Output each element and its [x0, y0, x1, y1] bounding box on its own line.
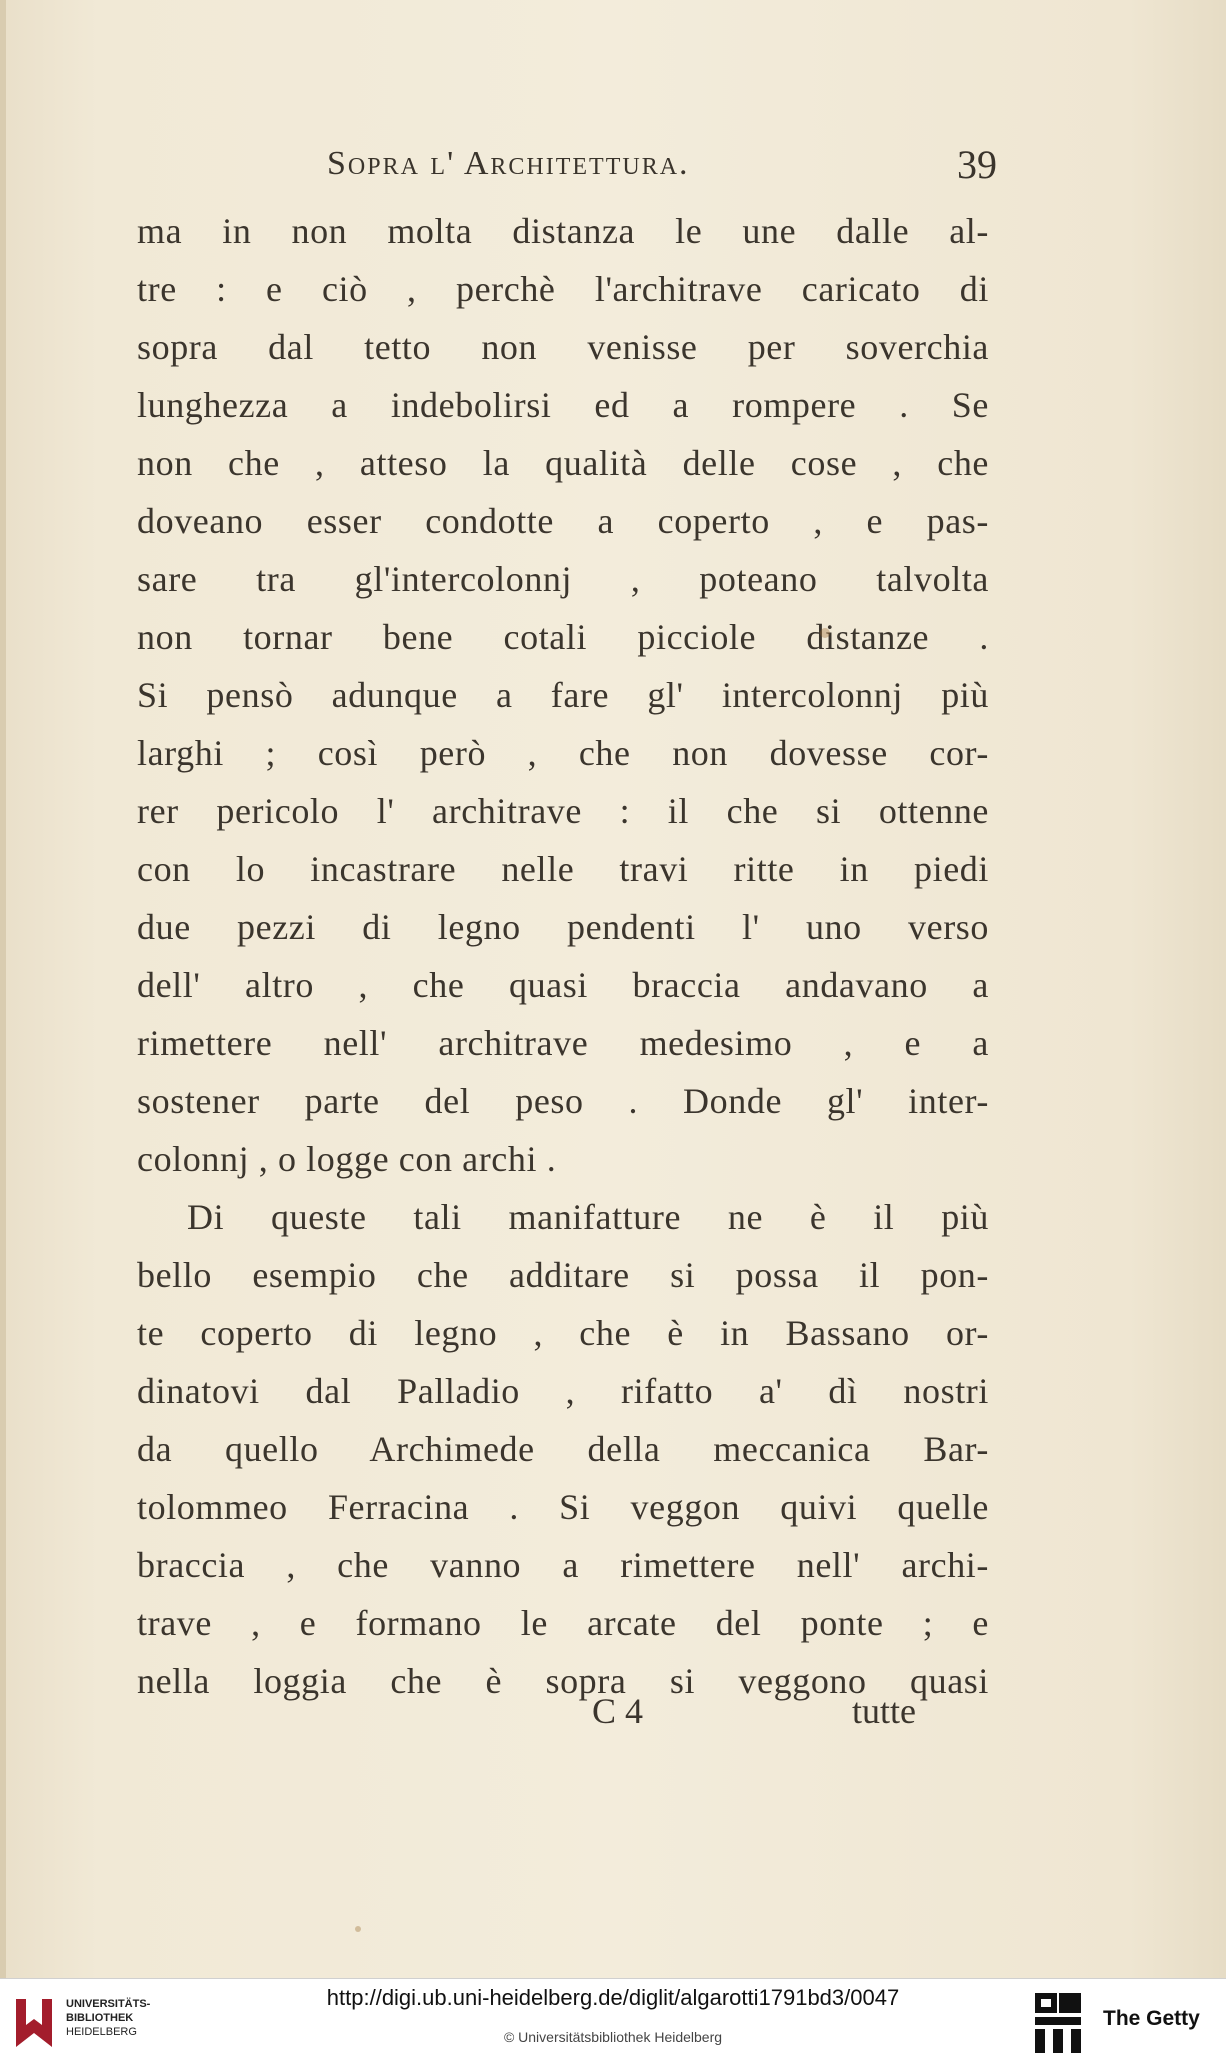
text-line: nella loggia che è sopra si veggono quasi [137, 1661, 989, 1701]
signature-mark: C 4 [592, 1691, 644, 1731]
text-line: dell' altro , che quasi braccia andavano a [137, 965, 989, 1005]
text-line: colonnj , o logge con archi . [137, 1139, 557, 1179]
text-line: rer pericolo l' architrave : il che si ottenne [137, 791, 989, 831]
page-edge [0, 0, 6, 1978]
page-number: 39 [957, 142, 997, 187]
permalink-url[interactable]: http://digi.ub.uni-heidelberg.de/diglit/algarotti1791bd3/0047 [326, 1985, 900, 2010]
text-line: bello esempio che additare si possa il pon- [137, 1255, 989, 1295]
page-header [137, 142, 997, 195]
library-name: UNIVERSITÄTS- BIBLIOTHEK HEIDELBERG [66, 1998, 151, 2038]
getty-label: The Getty [1103, 2007, 1200, 2030]
text-line: due pezzi di legno pendenti l' uno verso [137, 907, 989, 947]
text-line: dinatovi dal Palladio , rifatto a' dì nostri [137, 1371, 989, 1411]
running-head: Sopra l' Architettura. [327, 145, 690, 182]
text-line: larghi ; così però , che non dovesse cor- [137, 733, 989, 773]
text-line: lunghezza a indebolirsi ed a rompere . Se [137, 385, 989, 425]
text-line: rimettere nell' architrave medesimo , e a [137, 1023, 989, 1063]
text-line: non tornar bene cotali picciole distanze . [137, 617, 989, 657]
text-line: non che , atteso la qualità delle cose , che [137, 443, 989, 483]
catchword: tutte [852, 1691, 916, 1731]
ink-stain [820, 628, 830, 638]
text-line: sare tra gl'intercolonnj , poteano talvolta [137, 559, 989, 599]
text-line: con lo incastrare nelle travi ritte in piedi [137, 849, 989, 889]
text-line: Si pensò adunque a fare gl' intercolonnj più [137, 675, 989, 715]
paragraph-first-line: Di queste tali manifatture ne è il più [187, 1197, 989, 1237]
text-line: doveano esser condotte a coperto , e pas- [137, 501, 989, 541]
text-line: braccia , che vanno a rimettere nell' archi- [137, 1545, 989, 1585]
copyright-notice: © Universitätsbibliothek Heidelberg [503, 2029, 723, 2045]
text-line: tolommeo Ferracina . Si veggon quivi quelle [137, 1487, 989, 1527]
page-footer [137, 1690, 989, 1740]
text-line: da quello Archimede della meccanica Bar- [137, 1429, 989, 1469]
body-text [137, 202, 989, 1710]
viewer-footer [0, 1978, 1226, 2067]
text-line: tre : e ciò , perchè l'architrave caricato di [137, 269, 989, 309]
getty-logo-icon[interactable] [1033, 1991, 1083, 2055]
text-line: sostener parte del peso . Donde gl' inter- [137, 1081, 989, 1121]
ink-stain [355, 1926, 361, 1932]
text-line: trave , e formano le arcate del ponte ; e [137, 1603, 989, 1643]
text-line: te coperto di legno , che è in Bassano or- [137, 1313, 989, 1353]
text-line: ma in non molta distanza le une dalle al- [137, 211, 989, 251]
text-line: sopra dal tetto non venisse per soverchia [137, 327, 989, 367]
